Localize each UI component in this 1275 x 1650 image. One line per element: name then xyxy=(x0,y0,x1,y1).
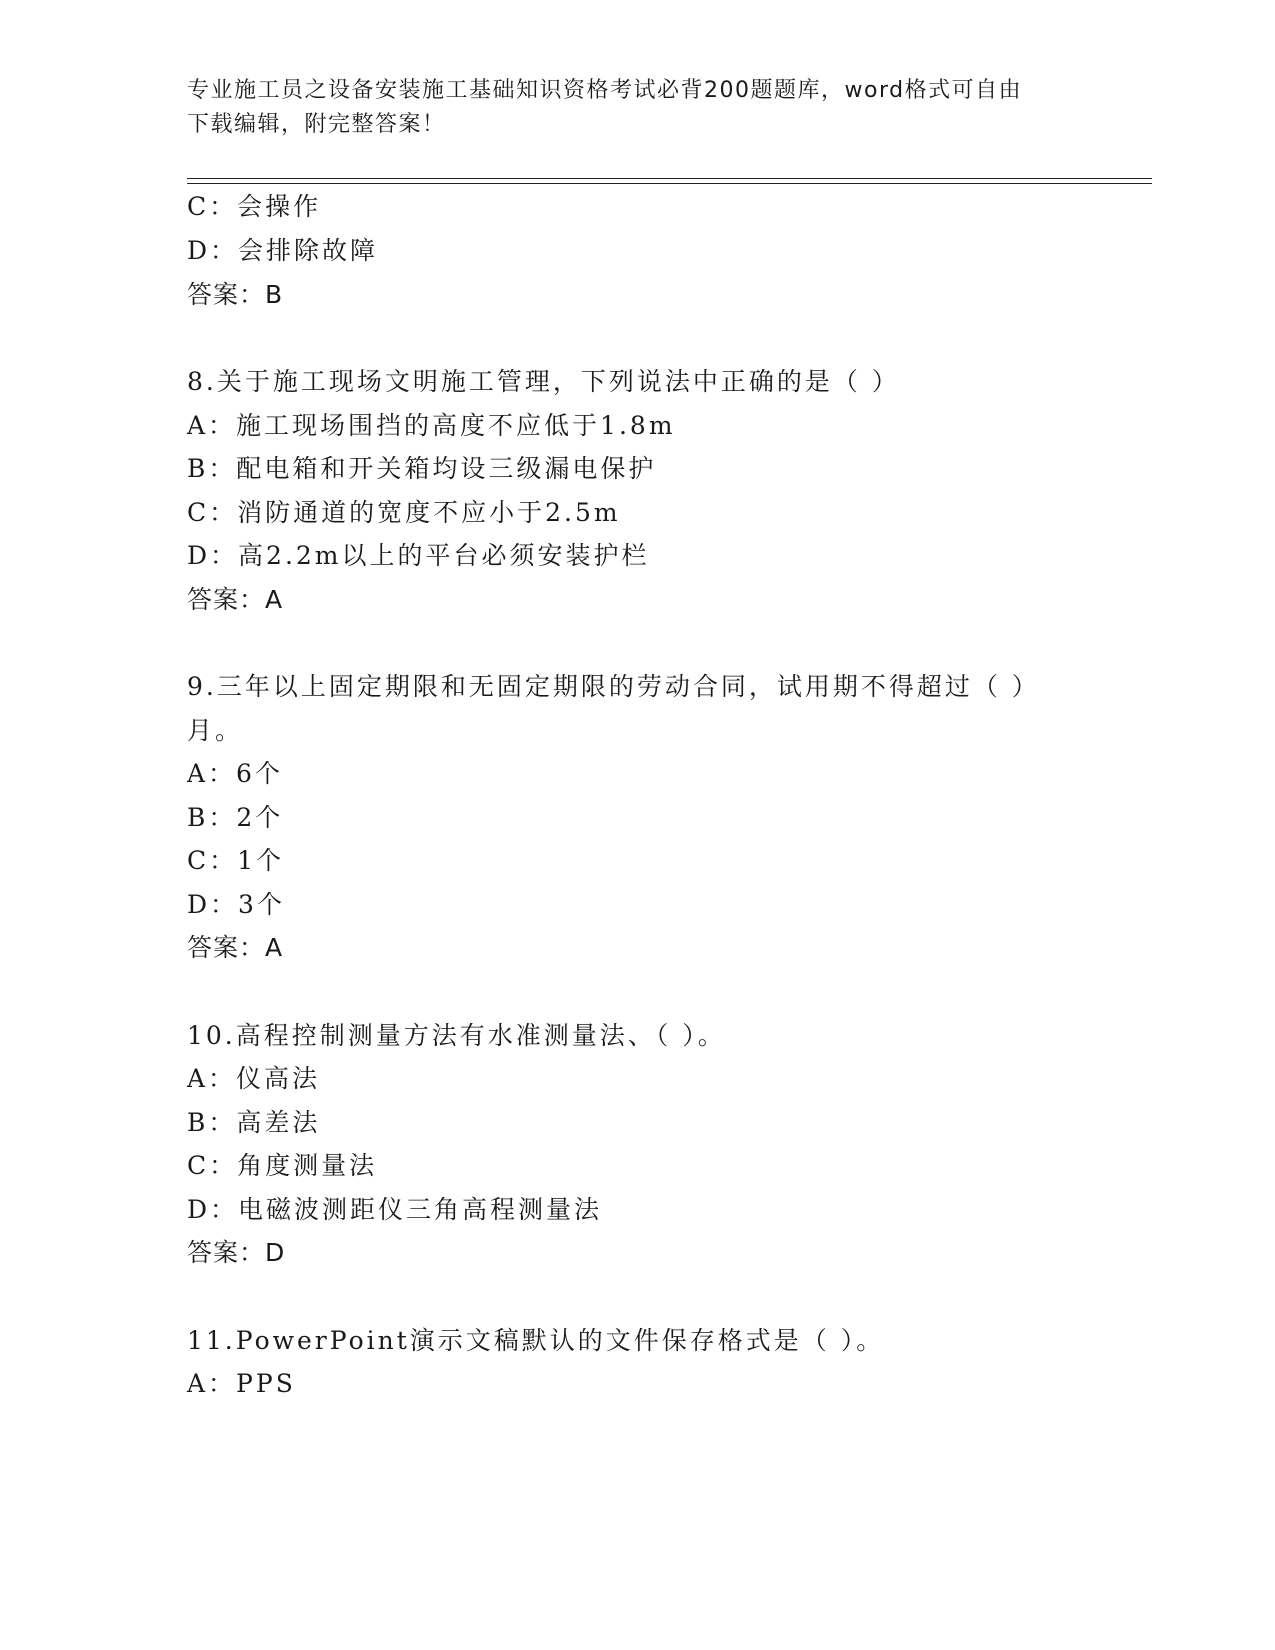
header-divider-bottom xyxy=(187,183,1152,184)
q8-option-c: C：消防通道的宽度不应小于2.5m xyxy=(187,498,621,527)
header-title-line-2: 下载编辑，附完整答案！ xyxy=(187,112,446,137)
q11-option-a: A：PPS xyxy=(187,1369,296,1398)
prev-answer: 答案：B xyxy=(187,280,284,309)
header-title-line-1: 专业施工员之设备安装施工基础知识资格考试必背200题题库，word格式可自由 xyxy=(187,78,1023,103)
q10-option-a: A：仪高法 xyxy=(187,1064,321,1093)
q9-option-a: A：6个 xyxy=(187,759,283,788)
q8-stem: 8.关于施工现场文明施工管理，下列说法中正确的是（ ） xyxy=(187,367,900,396)
q9-answer: 答案：A xyxy=(187,933,284,962)
q8-option-a: A：施工现场围挡的高度不应低于1.8m xyxy=(187,411,676,440)
q10-answer: 答案：D xyxy=(187,1238,286,1267)
q9-stem-line-2: 月。 xyxy=(187,716,244,745)
prev-option-d: D：会排除故障 xyxy=(187,236,379,265)
q10-stem: 10.高程控制测量方法有水准测量法、（ ）。 xyxy=(187,1021,726,1050)
q10-option-b: B：高差法 xyxy=(187,1108,321,1137)
prev-option-c: C：会操作 xyxy=(187,192,322,221)
q9-stem-line-1: 9.三年以上固定期限和无固定期限的劳动合同，试用期不得超过（ ） xyxy=(187,672,1040,701)
q10-option-d: D：电磁波测距仪三角高程测量法 xyxy=(187,1195,603,1224)
q11-stem: 11.PowerPoint演示文稿默认的文件保存格式是（ ）。 xyxy=(187,1326,885,1355)
q8-option-b: B：配电箱和开关箱均设三级漏电保护 xyxy=(187,454,657,483)
q9-option-d: D：3个 xyxy=(187,890,285,919)
header-divider-top xyxy=(187,178,1152,179)
q8-option-d: D：高2.2m以上的平台必须安装护栏 xyxy=(187,541,650,570)
q8-answer: 答案：A xyxy=(187,585,284,614)
q9-option-b: B：2个 xyxy=(187,803,284,832)
q9-option-c: C：1个 xyxy=(187,846,285,875)
document-header xyxy=(187,74,1067,142)
q10-option-c: C：角度测量法 xyxy=(187,1151,378,1180)
